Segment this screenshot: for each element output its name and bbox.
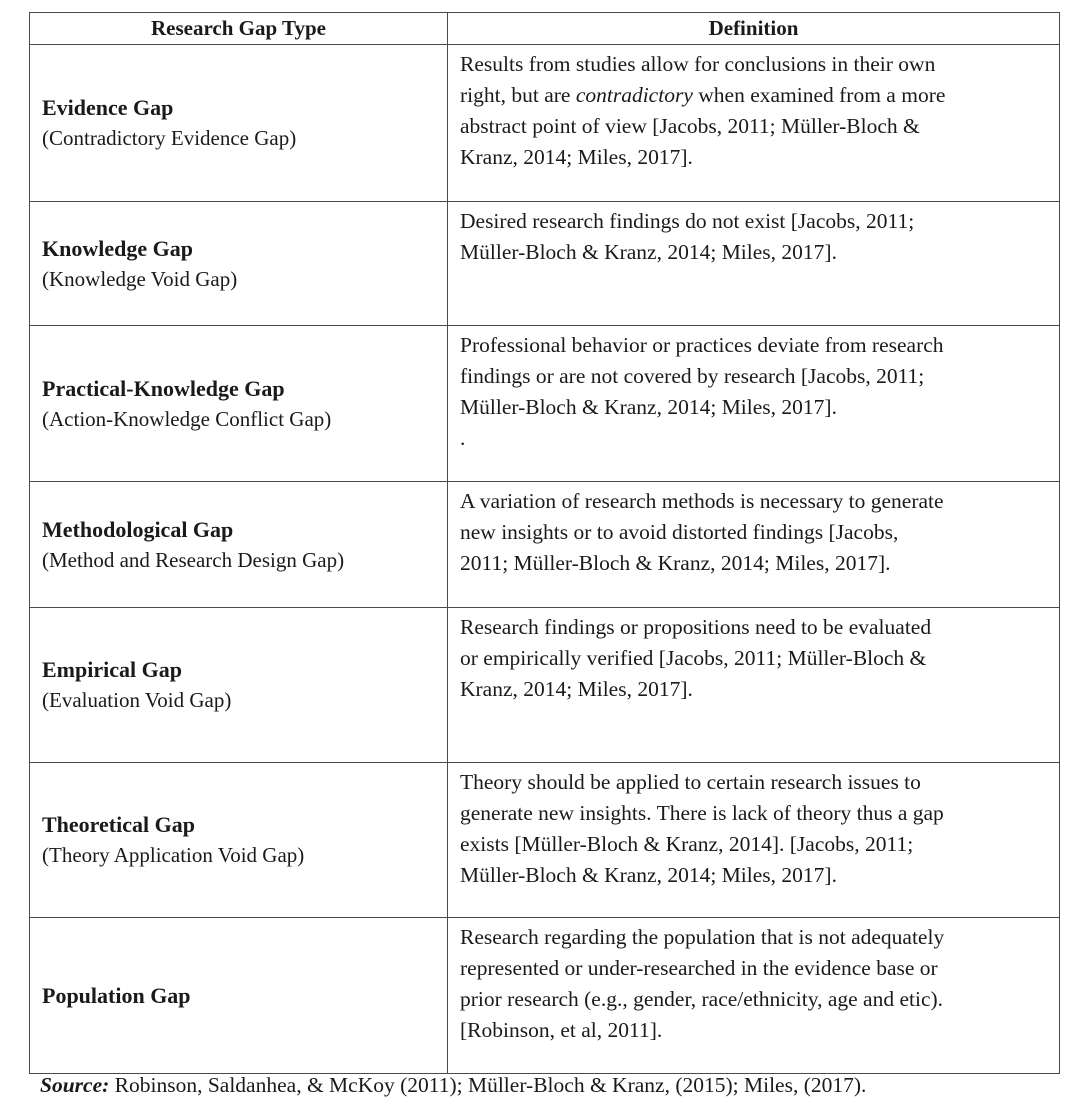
definition-line: [460, 80, 1051, 111]
gap-type-cell: [30, 763, 448, 918]
table-header-row: [30, 13, 1060, 45]
gap-type-cell: [30, 482, 448, 608]
definition-line: or empirically verified [Jacobs, 2011; Müller-Bloch &: [460, 646, 927, 670]
definition-text: when examined from a more: [692, 83, 946, 107]
gap-type-subtitle: (Method and Research Design Gap): [42, 547, 345, 572]
definition-line: Theory should be applied to certain research issues to: [460, 770, 921, 794]
gap-type-cell: [30, 608, 448, 763]
gap-type-name: Evidence Gap: [42, 95, 174, 120]
gap-definition-cell: [448, 326, 1060, 482]
gap-type-name: Methodological Gap: [42, 516, 234, 542]
gap-type-cell: [30, 326, 448, 482]
gap-type-name: Empirical Gap: [42, 657, 182, 682]
definition-line: findings or are not covered by research [Jacobs, 2011;: [460, 364, 925, 388]
table-row: [30, 608, 1060, 763]
gap-definition-cell: [448, 45, 1060, 202]
gap-type-name: Practical-Knowledge Gap: [42, 375, 285, 401]
gap-definition-cell: [448, 202, 1060, 326]
definition-line: prior research (e.g., gender, race/ethnicity, age and etic).: [460, 987, 944, 1011]
gap-type-name: Population Gap: [42, 982, 191, 1008]
table-row: [30, 763, 1060, 918]
definition-line: Research regarding the population that is not adequately: [460, 925, 945, 949]
definition-line: .: [460, 426, 466, 450]
gap-definition-cell: [448, 482, 1060, 608]
gap-definition-cell: [448, 608, 1060, 763]
table-row: [30, 326, 1060, 482]
gap-type-subtitle: (Evaluation Void Gap): [42, 688, 232, 712]
source-text: Robinson, Saldanhea, & McKoy (2011); Müller-Bloch & Kranz, (2015); Miles, (2017).: [109, 1073, 867, 1097]
gap-definition-cell: [448, 918, 1060, 1074]
definition-line: [Robinson, et al, 2011].: [460, 1018, 663, 1042]
source-citation: [40, 1070, 866, 1100]
gap-type-name: Theoretical Gap: [42, 812, 195, 837]
definition-line: new insights or to avoid distorted findings [Jacobs,: [460, 520, 899, 544]
gap-type-subtitle: (Action-Knowledge Conflict Gap): [42, 406, 332, 431]
definition-line: 2011; Müller-Bloch & Kranz, 2014; Miles, 2017].: [460, 551, 891, 575]
source-label: Source:: [40, 1073, 110, 1097]
gap-type-cell: [30, 918, 448, 1074]
definition-line: Research findings or propositions need to be evaluated: [460, 615, 932, 639]
table-body: [30, 45, 1060, 1074]
definition-line: Müller-Bloch & Kranz, 2014; Miles, 2017].: [460, 395, 837, 419]
gap-definition-cell: [448, 763, 1060, 918]
gap-type-cell: [30, 45, 448, 202]
definition-line: generate new insights. There is lack of theory thus a gap: [460, 801, 944, 825]
definition-line: Professional behavior or practices deviate from research: [460, 333, 944, 357]
table-row: [30, 482, 1060, 608]
table-row: [30, 918, 1060, 1074]
gap-type-cell: [30, 202, 448, 326]
definition-line: Kranz, 2014; Miles, 2017].: [460, 145, 693, 169]
header-definition: Definition: [448, 13, 1060, 45]
definition-line: exists [Müller-Bloch & Kranz, 2014]. [Jacobs, 2011;: [460, 832, 914, 856]
gap-type-subtitle: (Contradictory Evidence Gap): [42, 126, 297, 150]
gap-type-name: Knowledge Gap: [42, 235, 193, 261]
definition-line: Results from studies allow for conclusions in their own: [460, 52, 936, 76]
definition-line: Müller-Bloch & Kranz, 2014; Miles, 2017].: [460, 240, 837, 264]
table-row: [30, 45, 1060, 202]
emphasized-text: contradictory: [575, 83, 693, 107]
definition-line: A variation of research methods is necessary to generate: [460, 489, 944, 513]
definition-text: right, but are: [460, 83, 576, 107]
gap-type-subtitle: (Knowledge Void Gap): [42, 266, 238, 291]
definition-line: represented or under-researched in the evidence base or: [460, 956, 938, 980]
definition-line: Müller-Bloch & Kranz, 2014; Miles, 2017].: [460, 863, 837, 887]
definition-line: Desired research findings do not exist [Jacobs, 2011;: [460, 209, 915, 233]
definition-line: abstract point of view [Jacobs, 2011; Müller-Bloch &: [460, 114, 920, 138]
header-research-gap-type: Research Gap Type: [30, 13, 448, 45]
table-row: [30, 202, 1060, 326]
definition-line: Kranz, 2014; Miles, 2017].: [460, 677, 693, 701]
research-gap-table: [29, 12, 1060, 1074]
gap-type-subtitle: (Theory Application Void Gap): [42, 843, 305, 867]
